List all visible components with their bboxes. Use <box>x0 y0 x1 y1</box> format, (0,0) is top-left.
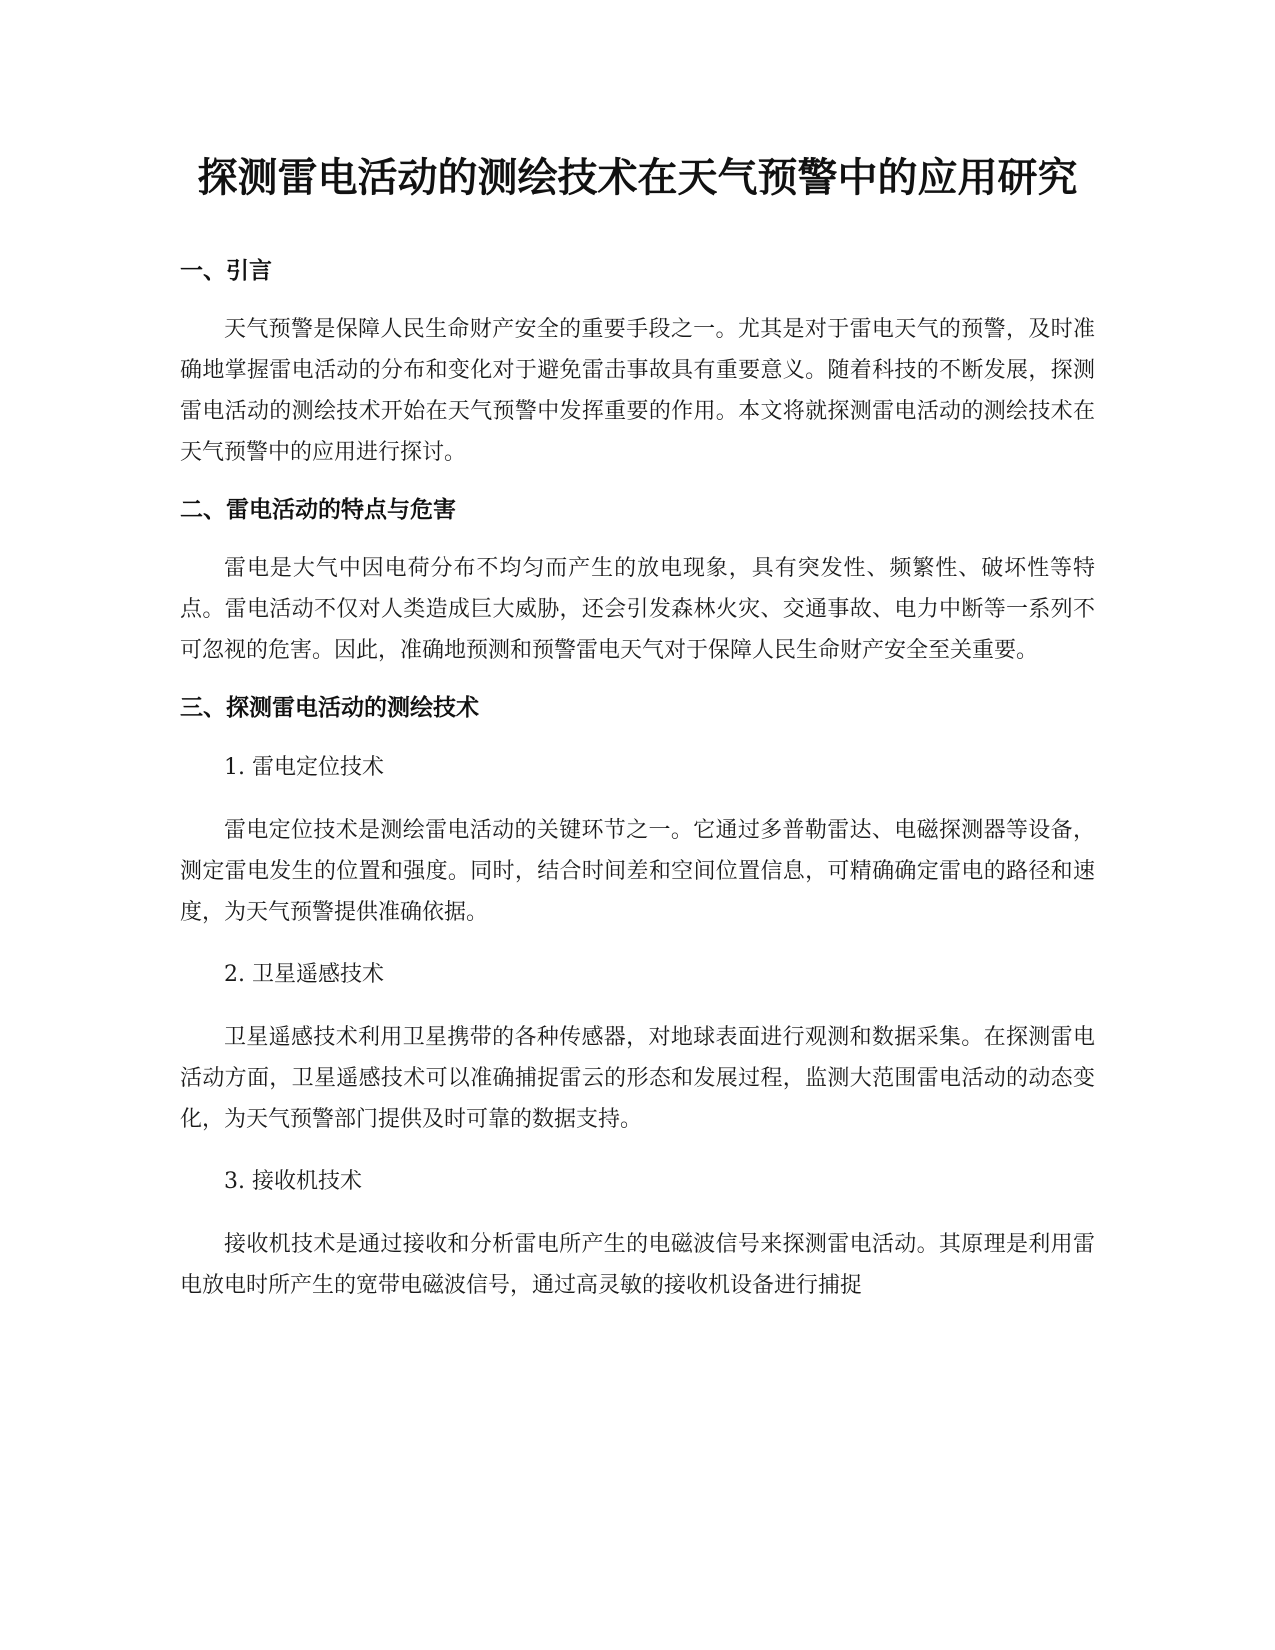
receiver-paragraph: 接收机技术是通过接收和分析雷电所产生的电磁波信号来探测雷电活动。其原理是利用雷电放电时所产生的宽带电磁波信号，通过高灵敏的接收机设备进行捕捉 <box>180 1232 1095 1298</box>
section-heading-techniques: 三、探测雷电活动的测绘技术 <box>180 695 479 721</box>
document-page <box>180 120 1095 1306</box>
section-heading-features: 二、雷电活动的特点与危害 <box>180 497 456 523</box>
satellite-paragraph: 卫星遥感技术利用卫星携带的各种传感器，对地球表面进行观测和数据采集。在探测雷电活动方面，卫星遥感技术可以准确捕捉雷云的形态和发展过程，监测大范围雷电活动的动态变化，为天气预警部门提供及时可靠的数据支持。 <box>180 1025 1095 1132</box>
subsection-heading-satellite: 2. 卫星遥感技术 <box>224 962 384 987</box>
section-heading-intro: 一、引言 <box>180 258 272 284</box>
features-paragraph: 雷电是大气中因电荷分布不均匀而产生的放电现象，具有突发性、频繁性、破坏性等特点。雷电活动不仅对人类造成巨大威胁，还会引发森林火灾、交通事故、电力中断等一系列不可忽视的危害。因此，准确地预测和预警雷电天气对于保障人民生命财产安全至关重要。 <box>180 556 1095 663</box>
subsection-heading-positioning: 1. 雷电定位技术 <box>224 755 384 780</box>
document-title: 探测雷电活动的测绘技术在天气预警中的应用研究 <box>197 155 1078 201</box>
positioning-paragraph: 雷电定位技术是测绘雷电活动的关键环节之一。它通过多普勒雷达、电磁探测器等设备，测定雷电发生的位置和强度。同时，结合时间差和空间位置信息，可精确确定雷电的路径和速度，为天气预警提供准确依据。 <box>180 818 1095 925</box>
subsection-heading-receiver: 3. 接收机技术 <box>224 1169 362 1194</box>
intro-paragraph: 天气预警是保障人民生命财产安全的重要手段之一。尤其是对于雷电天气的预警，及时准确地掌握雷电活动的分布和变化对于避免雷击事故具有重要意义。随着科技的不断发展，探测雷电活动的测绘技术开始在天气预警中发挥重要的作用。本文将就探测雷电活动的测绘技术在天气预警中的应用进行探讨。 <box>180 317 1095 465</box>
